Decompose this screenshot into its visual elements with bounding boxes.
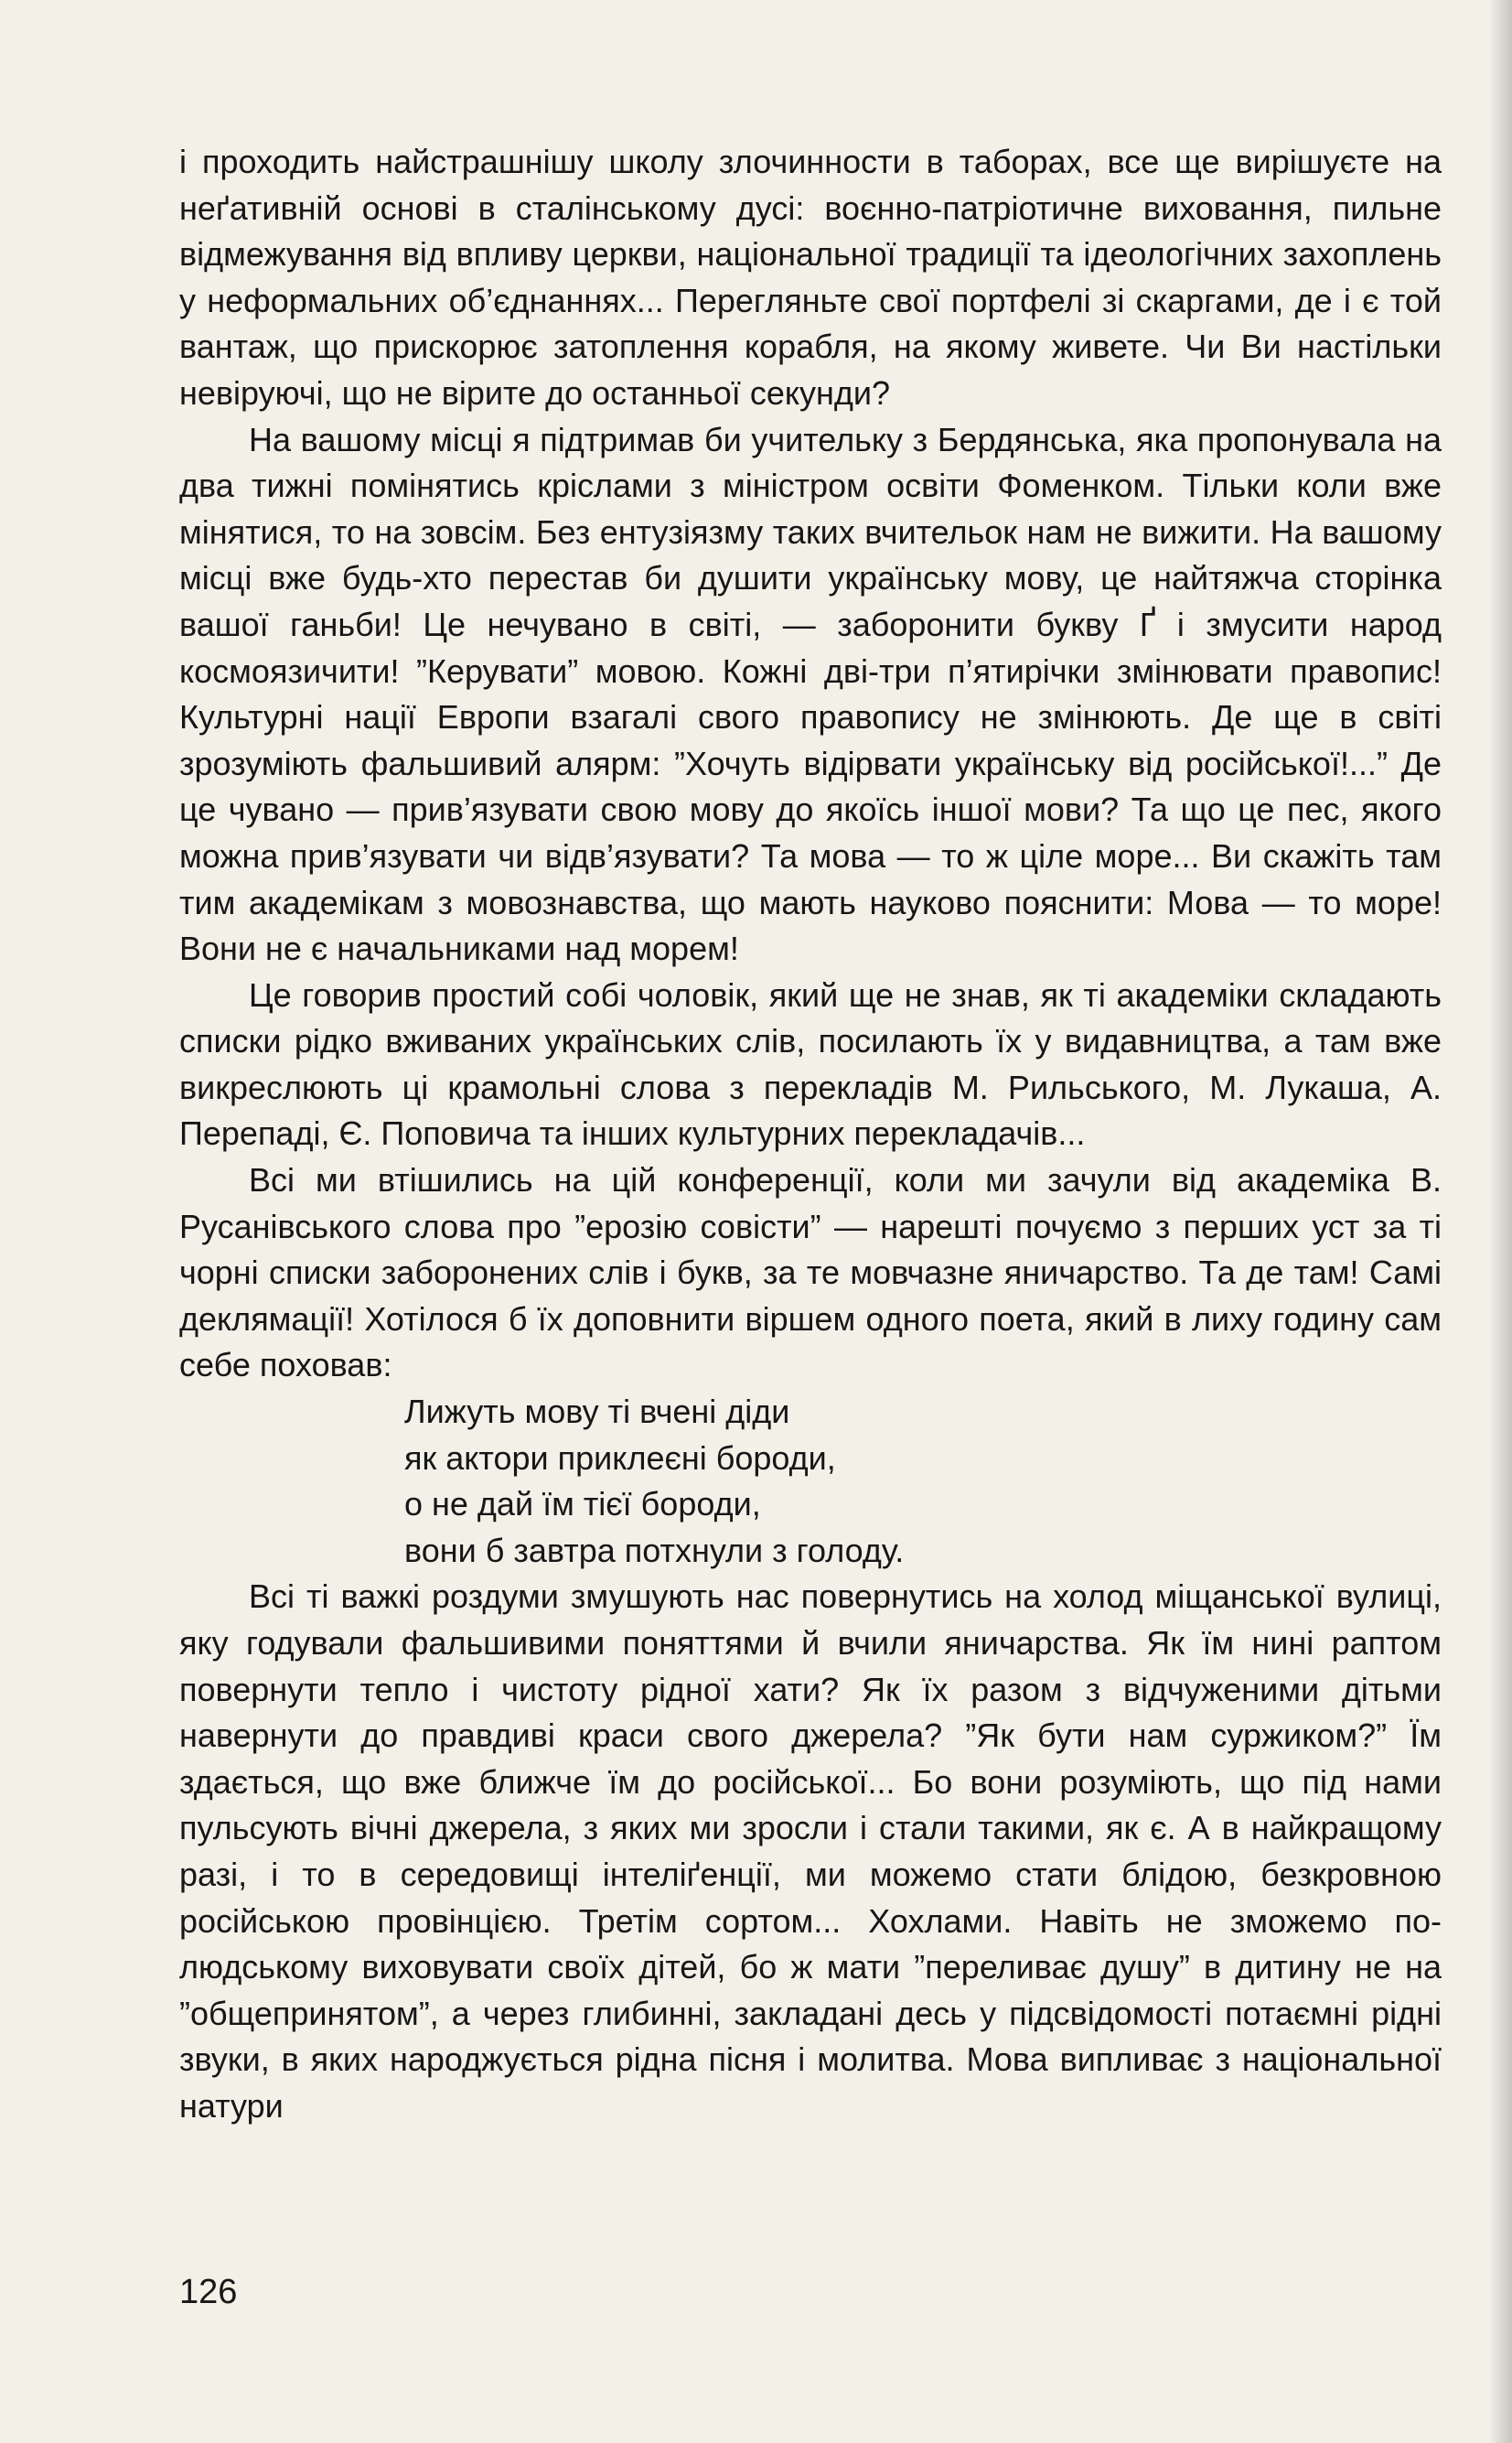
page-number: 126 [179, 2273, 238, 2311]
poem-quote [179, 1389, 1442, 1574]
body-text [179, 139, 1442, 2130]
binding-shadow [1488, 0, 1512, 2443]
poem-line-2: як актори приклеєні бороди, [404, 1438, 836, 1477]
poem-line-4: вони б завтра потхнули з голоду. [404, 1531, 905, 1569]
paragraph-5: Всі ті важкі роздуми змушують нас повернутись на холод міщанської вулиці, яку годували фальшивими поняттями й вчили яничарства. Як їм нині раптом повернути тепло і чистоту рідної хати? Як їх разом з відчуженими дітьми навернути до правдиві краси свого джерела? ”Як бути нам суржиком?” Їм здається, що вже ближче їм до російської... Бо вони розуміють, що під нами пульсують вічні джерела, з яких ми зросли і стали такими, як є. А в найкращому разі, і то в середовищі інтеліґенції, ми можемо стати блідою, безкровною російською провінцією. Третім сортом... Хохлами. Навіть не зможемо по-людському виховувати своїх дітей, бо ж мати ”переливає душу” в дитину не на ”общепринятом”, а через глибинні, закладані десь у підсвідомості потаємні рідні звуки, в яких народжується рідна пісня і молитва. Мова випливає з національної натури [179, 1577, 1442, 2125]
paragraph-2: На вашому місці я підтримав би учительку з Бердянська, яка пропонувала на два тижні помінятись кріслами з міністром освіти Фоменком. Тільки коли вже мінятися, то на зовсім. Без ентузіязму таких вчительок нам не вижити. На вашому місці вже будь-хто перестав би душити українську мову, це найтяжча сторінка вашої ганьби! Це нечувано в світі, — заборонити букву Ґ і змусити народ космоязичити! ”Керувати” мовою. Кожні дві-три п’ятирічки змінювати правопис! Культурні нації Европи взагалі свого правопису не змінюють. Де ще в світі зрозуміють фальшивий алярм: ”Хочуть відірвати українську від російської!...” Де це чувано — прив’язувати свою мову до якоїсь іншої мови? Та що це пес, якого можна прив’язувати чи відв’язувати? Та мова — то ж ціле море... Ви скажіть там тим академікам з мовознавства, що мають науково пояснити: Мова — то море! Вони не є начальниками над морем! [179, 420, 1442, 968]
paragraph-1: і проходить найстрашнішу школу злочинности в таборах, все ще вирішуєте на неґативній основі в сталінському дусі: воєнно-патріотичне виховання, пильне відмежування від впливу церкви, національної традиції та ідеологічних захоплень у неформальних об’єднаннях... Перегляньте свої портфелі зі скаргами, де і є той вантаж, що прискорює затоплення корабля, на якому живете. Чи Ви настільки невіруючі, що не вірите до останньої секунди? [179, 143, 1442, 412]
poem-line-1: Лижуть мову ті вчені діди [404, 1393, 790, 1431]
paragraph-4: Всі ми втішились на цій конференції, коли ми зачули від академіка В. Русанівського слова про ”ерозію совісти” — нарешті почуємо з перших уст за ті чорні списки заборонених слів і букв, за те мовчазне яничарство. Та де там! Самі деклямації! Хотілося б їх доповнити віршем одного поета, який в лиху годину сам себе поховав: [179, 1161, 1442, 1384]
poem-line-3: о не дай їм тієї бороди, [404, 1485, 761, 1523]
paragraph-3: Це говорив простий собі чоловік, який ще не знав, як ті академіки складають списки рідко вживаних українських слів, посилають їх у видавництва, а там вже викреслюють ці крамольні слова з перекладів М. Рильського, М. Лукаша, А. Перепаді, Є. Поповича та інших культурних перекладачів... [179, 975, 1442, 1153]
